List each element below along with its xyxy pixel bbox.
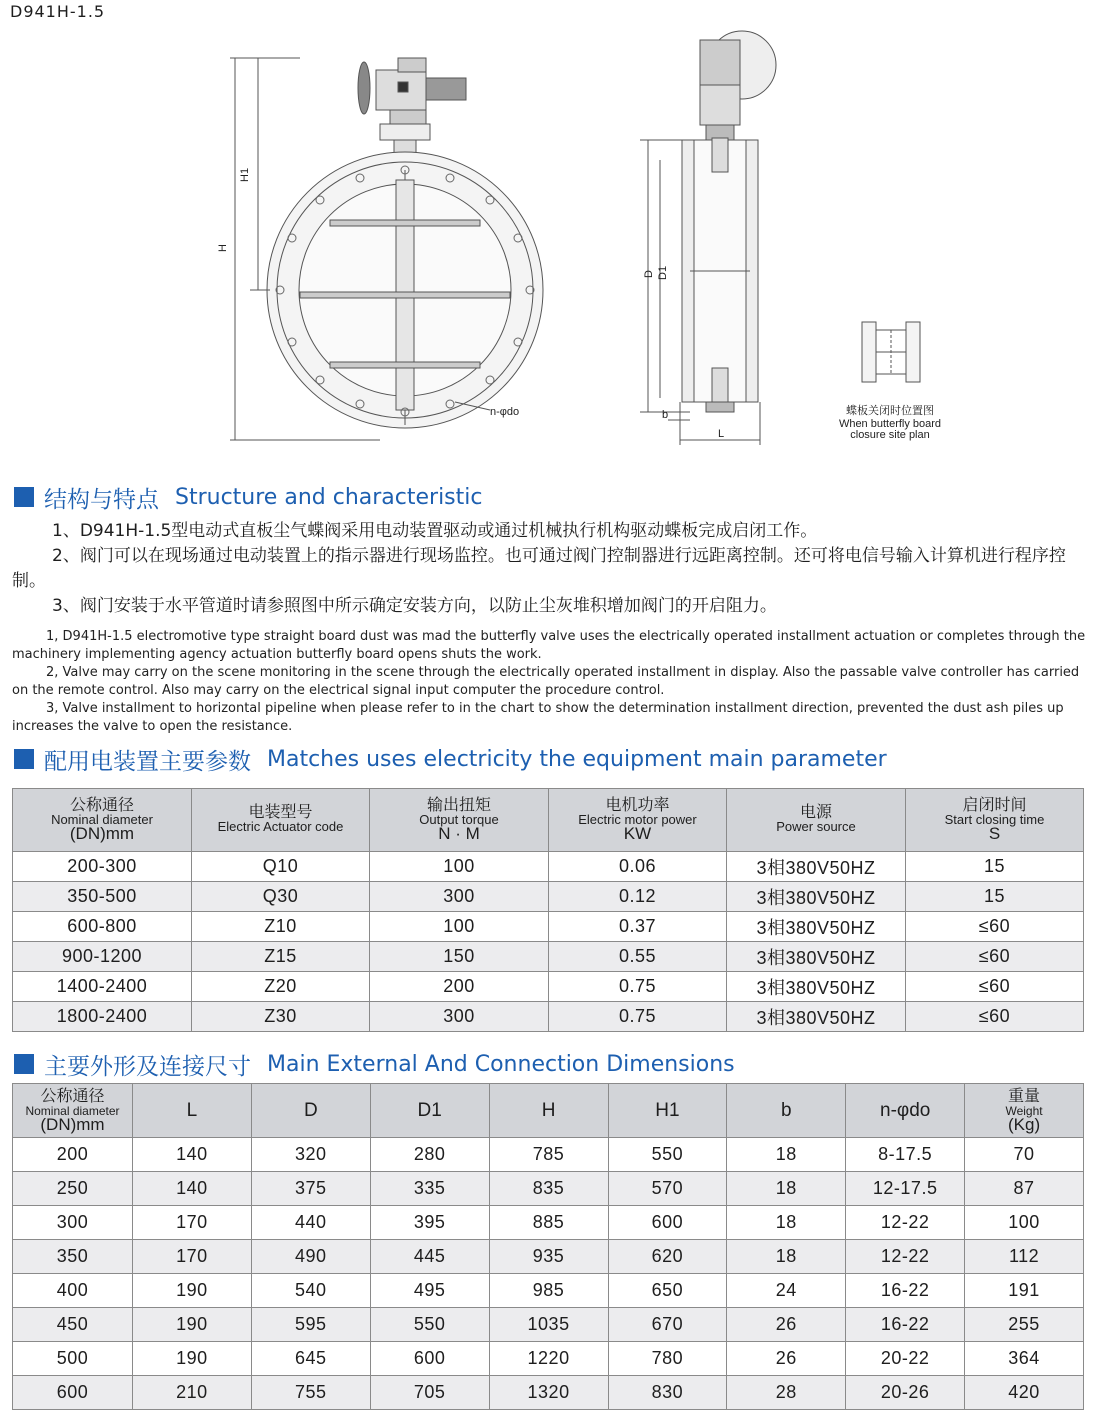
table-row: 600 210 755 705 1320 830 28 20-26 420 [13,1376,1084,1410]
dimension-table [12,1083,1084,1410]
table-row: 450 190 595 550 1035 670 26 16-22 255 [13,1308,1084,1342]
table-row: 200-300 Q10 100 0.06 3相380V50HZ 15 [13,852,1084,882]
table-row: 300 170 440 395 885 600 18 12-22 100 [13,1206,1084,1240]
en-paragraph-2: 2, Valve may carry on the scene monitoring in the scene through the electrically operated installment in display. Also the passable valve controller has carried on the remote control. Also may carry on the electrical signal input computer the procedure control. [12,665,1080,698]
table-row: 400 190 540 495 985 650 24 16-22 191 [13,1274,1084,1308]
header-l: L [133,1084,252,1138]
section-title-cn: 主要外形及连接尺寸 [44,1053,251,1080]
header-nominal-diameter: 公称通径 Nominal diameter (DN)mm [13,789,192,852]
closure-caption-en1: When butterfly board [838,418,942,430]
table-row: 1800-2400 Z30 300 0.75 3相380V50HZ ≤60 [13,1002,1084,1032]
section-square-icon [14,487,34,507]
section-dimensions-heading [14,1049,735,1079]
h1-label: H1 [239,167,251,182]
l-label: L [718,428,725,440]
table-row: 500 190 645 600 1220 780 26 20-22 364 [13,1342,1084,1376]
section-structure-heading [14,482,482,512]
header-weight: 重量 Weight (Kg) [965,1084,1084,1138]
h-label: H [217,244,229,252]
table-row: 1400-2400 Z20 200 0.75 3相380V50HZ ≤60 [13,972,1084,1002]
ndo-label: n-φdo [490,406,520,418]
d1-label: D1 [657,265,669,280]
section-title-en: Matches uses electricity the equipment main parameter [267,746,887,772]
cn-paragraph-2: 2、阀门可以在现场通过电动装置上的指示器进行现场监控。也可通过阀门控制器进行远距离控制。还可将电信号输入计算机进行程序控制。 [12,546,1066,591]
header-power-source: 电源 Power source [727,789,906,852]
table-row: 350-500 Q30 300 0.12 3相380V50HZ 15 [13,882,1084,912]
cn-paragraph-1: 1、D941H-1.5型电动式直板尘气蝶阀采用电动装置驱动或通过机械执行机构驱动蝶板完成启闭工作。 [52,521,818,541]
header-closing-time: 启闭时间 Start closing time S [906,789,1084,852]
closure-diagram [862,322,920,382]
header-nominal-diameter: 公称通径 Nominal diameter (DN)mm [13,1084,133,1138]
header-motor-power: 电机功率 Electric motor power KW [549,789,727,852]
header-d: D [251,1084,370,1138]
front-actuator [358,58,466,160]
en-paragraph-1: 1, D941H-1.5 electromotive type straight board dust was mad the butterfly valve uses the electrically operated installment actuation or completes through the machinery implementing agency actuation butterfly board opens shuts the work. [12,629,1086,662]
header-actuator-code: 电装型号 Electric Actuator code [192,789,370,852]
table-row: 200 140 320 280 785 550 18 8-17.5 70 [13,1138,1084,1172]
cn-paragraph-3: 3、阀门安装于水平管道时请参照图中所示确定安装方向，以防止尘灰堆积增加阀门的开启阻力。 [52,596,777,616]
model-title: D941H-1.5 [10,2,106,21]
header-d1: D1 [370,1084,489,1138]
closure-caption-cn: 蝶板关闭时位置图 [846,405,934,417]
section-square-icon [14,1054,34,1074]
header-output-torque: 输出扭矩 Output torque N · M [370,789,549,852]
table-row: 350 170 490 445 935 620 18 12-22 112 [13,1240,1084,1274]
section-title-cn: 配用电装置主要参数 [44,748,251,775]
section-title-en: Main External And Connection Dimensions [267,1051,735,1077]
header-ndo: n-φdo [846,1084,965,1138]
actuator-parameter-table [12,788,1084,1032]
side-view [682,31,776,412]
header-h1: H1 [608,1084,727,1138]
table-row: 900-1200 Z15 150 0.55 3相380V50HZ ≤60 [13,942,1084,972]
section-parameter-heading [14,744,887,774]
b-label: b [662,409,669,421]
section-title-en: Structure and characteristic [175,484,483,510]
header-h: H [489,1084,608,1138]
d-label: D [643,270,655,278]
section-title-cn: 结构与特点 [44,486,159,513]
header-b: b [727,1084,846,1138]
closure-caption-en2: closure site plan [850,429,930,441]
en-paragraph-3: 3, Valve installment to horizontal pipeline when please refer to in the chart to show the determination installment direction, prevented the dust ash piles up increases the valve to open the resistance. [12,701,1064,734]
front-valve-body [267,152,543,428]
table-row: 250 140 375 335 835 570 18 12-17.5 87 [13,1172,1084,1206]
valve-drawing [0,0,1100,450]
section-square-icon [14,749,34,769]
table-row: 600-800 Z10 100 0.37 3相380V50HZ ≤60 [13,912,1084,942]
